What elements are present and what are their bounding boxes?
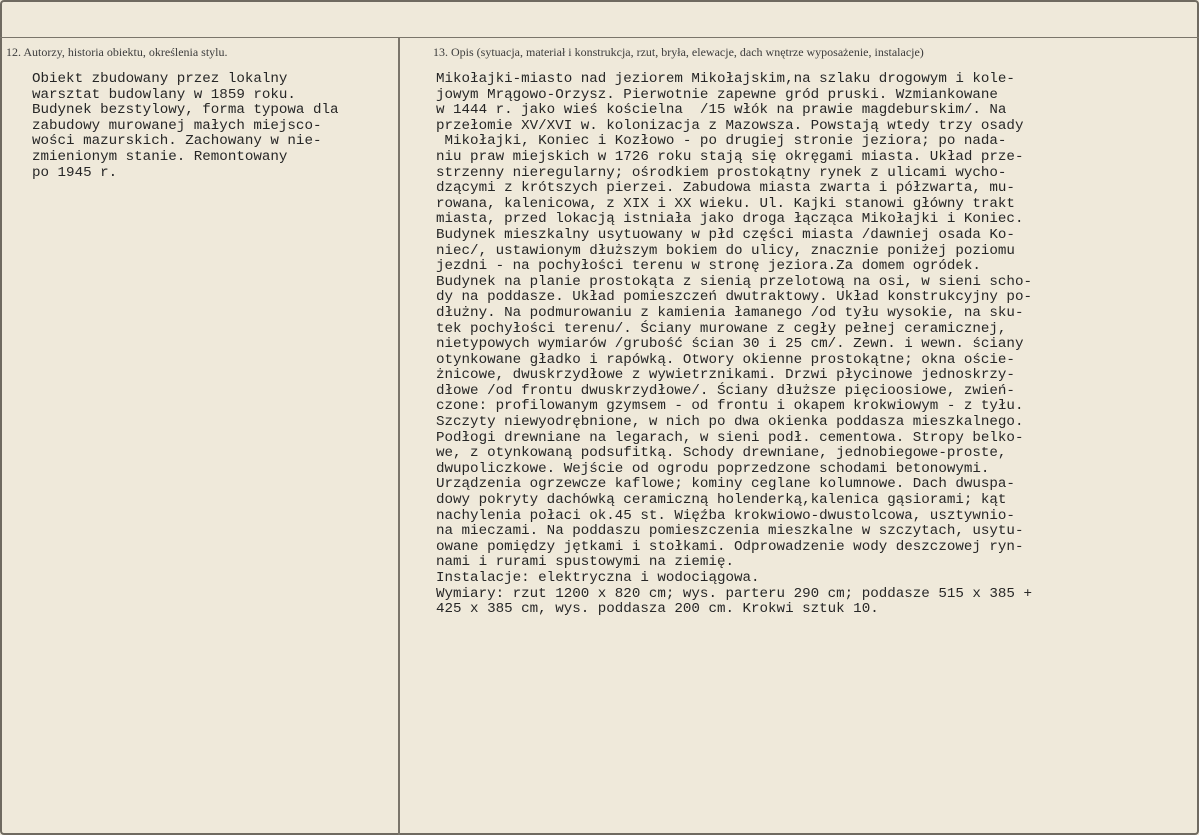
right-text-line: owane pomiędzy jętkami i stołkami. Odprowadzenie wody deszczowej ryn- [436,538,1024,555]
left-text-line: Obiekt zbudowany przez lokalny [32,71,288,87]
right-text-line: jezdni - na pochyłości terenu w stronę jeziora.Za domem ogródek. [436,258,981,275]
right-text-line: jowym Mrągowo-Orzysz. Pierwotnie zapewne gród pruski. Wzmiankowane [436,86,998,103]
right-text-line: czone: profilowanym gzymsem - od frontu i okapem krokwiowym - z tyłu. [436,398,1024,415]
right-text-line: strzenny nieregularny; ośrodkiem prostokątny rynek z ulicami wycho- [436,164,1007,181]
right-text-line: w 1444 r. jako wieś kościelna /15 włók na prawie magdeburskim/. Na [436,102,1007,119]
left-text-line: wości mazurskich. Zachowany w nie- [32,133,322,150]
right-text-line: dłużny. Na podmurowaniu z kamienia łamanego /od tyłu wysokie, na sku- [436,304,1024,321]
right-section-body [436,72,1032,618]
right-text-line: Urządzenia ogrzewcze kaflowe; kominy ceglane kolumnowe. Dach dwuspa- [436,476,1015,493]
right-text-line: Instalacje: elektryczna i wodociągowa. [436,570,760,586]
right-text-line: Mikołajki, Koniec i Kozłowo - po drugiej stronie jeziora; po nada- [436,133,1007,150]
right-text-line: dłowe /od frontu dwuskrzydłowe/. Ściany dłuższe pięcioosiowe, zwień- [436,382,1015,399]
right-text-line: nachylenia połaci ok.45 st. Więźba krokwiowo-dwustolcowa, usztywnio- [436,507,1015,524]
column-divider [398,37,400,835]
left-text-line: zabudowy murowanej małych miejsco- [32,117,322,134]
right-text-line: dwupoliczkowe. Wejście od ogrodu poprzedzone schodami betonowymi. [436,460,990,477]
right-text-line: tek pochyłości terenu/. Ściany murowane z cegły pełnej ceramicznej, [436,320,1007,337]
right-text-line: żnicowe, dwuskrzydłowe z wywietrznikami. Drzwi płycinowe jednoskrzy- [436,367,1015,384]
header-rule [0,37,1199,38]
right-text-line: Budynek mieszkalny usytuowany w płd części miasta /dawniej osada Ko- [436,226,1015,243]
left-text-line: po 1945 r. [32,164,118,181]
right-text-line: Wymiary: rzut 1200 x 820 cm; wys. parteru 290 cm; poddasze 515 x 385 + [436,585,1032,602]
left-text-line: Budynek bezstylowy, forma typowa dla [32,102,339,119]
right-section-header: 13. Opis (sytuacja, materiał i konstrukcja, rzut, bryła, elewacje, dach wnętrze wyposażenie, instalacje) [433,45,924,59]
right-text-line: otynkowane gładko i rapówką. Otwory okienne prostokątne; okna oście- [436,351,1015,368]
right-text-line: przełomie XV/XVI w. kolonizacja z Mazowsza. Powstają wtedy trzy osady [436,117,1024,134]
right-text-line: 425 x 385 cm, wys. poddasza 200 cm. Krokwi sztuk 10. [436,601,879,618]
right-text-line: rowana, kalenicowa, z XIX i XX wieku. Ul. Kajki stanowi główny trakt [436,195,1015,212]
left-text-line: warsztat budowlany w 1859 roku. [32,86,296,103]
left-section-body [32,72,339,181]
right-text-line: niu praw miejskich w 1726 roku stają się okręgami miasta. Układ prze- [436,148,1024,165]
right-text-line: dzącymi z krótszych pierzei. Zabudowa miasta zwarta i półzwarta, mu- [436,180,1015,197]
right-text-line: niec/, ustawionym dłuższym bokiem do ulicy, znacznie poniżej poziomu [436,242,1015,259]
right-text-line: Mikołajki-miasto nad jeziorem Mikołajskim,na szlaku drogowym i kole- [436,71,1015,87]
right-text-line: Podłogi drewniane na legarach, w sieni podł. cementowa. Stropy belko- [436,429,1024,446]
right-text-line: Budynek na planie prostokąta z sienią przelotową na osi, w sieni scho- [436,273,1032,290]
left-section-header: 12. Autorzy, historia obiektu, określenia stylu. [6,45,228,59]
right-text-line: nami i rurami spustowymi na ziemię. [436,554,734,571]
right-text-line: miasta, przed lokacją istniała jako droga łącząca Mikołajki i Koniec. [436,211,1024,228]
right-text-line: dowy pokryty dachówką ceramiczną holenderką,kalenica gąsiorami; kąt [436,492,1007,509]
left-text-line: zmienionym stanie. Remontowany [32,148,288,165]
right-text-line: Szczyty niewyodrębnione, w nich po dwa okienka poddasza mieszkalnego. [436,414,1024,431]
right-text-line: we, z otynkowaną podsufitką. Schody drewniane, jednobiegowe-proste, [436,445,1007,462]
right-text-line: dy na poddasze. Układ pomieszczeń dwutraktowy. Układ konstrukcyjny po- [436,289,1032,306]
right-text-line: na mieczami. Na poddaszu pomieszczenia mieszkalne w szczytach, usytu- [436,523,1024,540]
right-text-line: nietypowych wymiarów /grubość ścian 30 i 25 cm/. Zewn. i wewn. ściany [436,336,1024,353]
